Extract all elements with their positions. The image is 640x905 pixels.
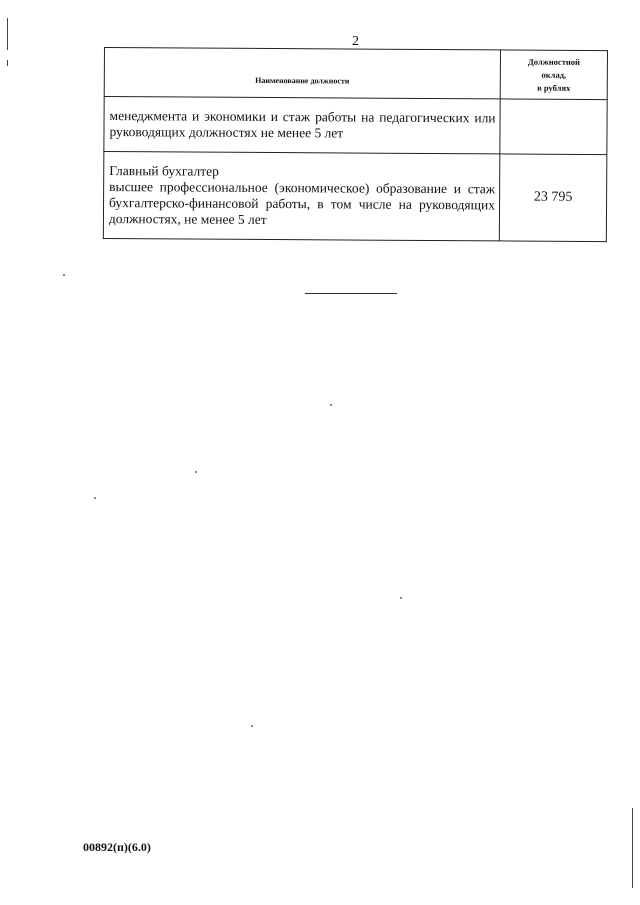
salary-table: [103, 47, 608, 242]
header-salary-line: в рублях: [537, 82, 571, 93]
table-row: [104, 97, 607, 155]
scan-speck: [400, 597, 402, 599]
scan-speck: [251, 725, 253, 727]
position-description: высшее профессиональное (экономическое) образование и стаж бухгалтерско-финансовой работы, в том числе на руководящих должностях, не менее 5 лет: [108, 179, 496, 227]
document-code: 00892(п)(6.0): [83, 840, 151, 854]
table-row: [103, 152, 607, 242]
scan-margin-mark: [632, 808, 633, 888]
scan-speck: [330, 404, 332, 406]
scan-margin-mark: [7, 60, 8, 66]
position-cell: [104, 97, 500, 154]
header-salary: [500, 50, 607, 100]
table-header-row: [104, 48, 607, 100]
header-position-name-text: Наименование должности: [255, 75, 350, 85]
page-number: 2: [352, 34, 359, 49]
header-salary-line: оклад,: [541, 69, 567, 80]
header-salary-line: Должностной: [527, 56, 580, 67]
scan-speck: [94, 497, 96, 499]
separator-line: [305, 293, 397, 294]
salary-cell: [500, 99, 607, 155]
position-cell: [103, 152, 500, 241]
header-position-name: [104, 48, 500, 99]
scan-speck: [195, 471, 197, 473]
scan-margin-mark: [7, 18, 8, 50]
position-description: менеджмента и экономики и стаж работы на педагогических или руководящих должностях не менее 5 лет: [109, 108, 496, 141]
position-title: Главный бухгалтер: [109, 163, 219, 179]
salary-cell: 23 795: [499, 154, 607, 242]
scan-speck: [63, 274, 65, 276]
